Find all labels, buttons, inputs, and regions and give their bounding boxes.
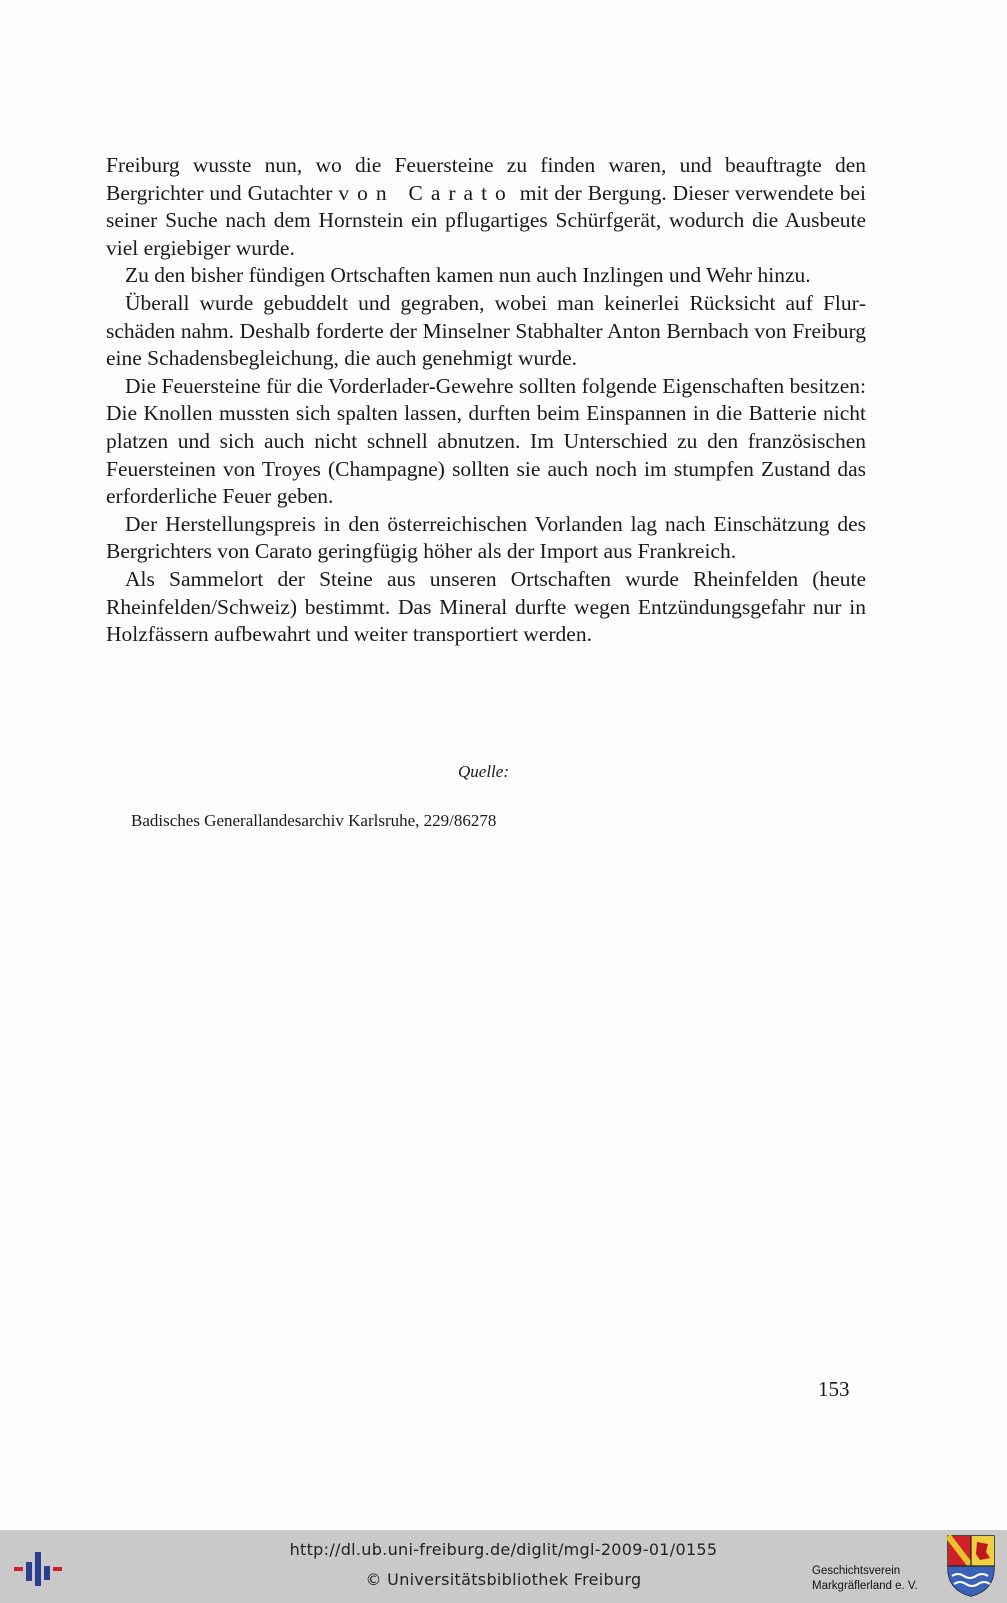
document-url-link[interactable]: http://dl.ub.uni-freiburg.de/diglit/mgl-2009-01/0155 <box>289 1540 718 1559</box>
source-heading: Quelle: <box>458 762 509 781</box>
paragraph-1-text-after: mit der Bergung. Dieser verwendete bei seiner Suche nach dem Hornstein ein pflugartiges Schürfgerät, wodurch die Ausbeute viel ergiebiger wurde. <box>106 180 866 260</box>
body-text <box>106 152 866 649</box>
society-name <box>812 1564 918 1594</box>
paragraph-2: Zu den bisher fündigen Ortschaften kamen nun auch Inzlingen und Wehr hinzu. <box>125 263 811 288</box>
coat-of-arms-icon <box>946 1534 996 1598</box>
paragraph-3: Überall wurde gebuddelt und gegraben, wobei man keinerlei Rücksicht auf Flurschäden nahm. Deshalb forderte der Minselner Stabhalter Anton Bernbach von Freiburg eine Schadensbegleichung, die auch genehmigt wurde. <box>106 290 866 371</box>
footer-bar <box>0 1530 1007 1603</box>
society-line-1: Geschichtsverein <box>812 1565 901 1577</box>
paragraph-5: Der Herstellungspreis in den österreichischen Vorlanden lag nach Einschätzung des Bergrichters von Carato geringfügig höher als der Import aus Frankreich. <box>106 511 866 564</box>
paragraph-4: Die Feuersteine für die Vorderlader-Gewehre sollten folgende Eigenschaften besitzen: Die Knollen mussten sich spalten lassen, durften beim Einspannen in die Batterie nicht platzen und sich auch nicht schnell abnutzen. Im Unterschied zu den französischen Feuersteinen von Troyes (Champagne) sollten sie auch noch im stumpfen Zustand das erforderliche Feuer geben. <box>106 373 866 509</box>
source-reference: Badisches Generallandesarchiv Karlsruhe, 229/86278 <box>131 811 497 830</box>
paragraph-6: Als Sammelort der Steine aus unseren Ortschaften wurde Rheinfelden (heute Rheinfelden/Schweiz) bestimmt. Das Mineral durfte wegen Entzündungsgefahr nur in Holzfässern aufbewahrt und weiter transportiert werden. <box>106 566 866 647</box>
copyright-text: © Universitätsbibliothek Freiburg <box>365 1570 642 1589</box>
spaced-name: von Carato <box>338 180 514 205</box>
paragraph-1-text-before: Freiburg wusste nun, wo die Feuersteine zu finden waren, und beauftragte den Bergrichter und Gutachter <box>106 153 866 205</box>
society-line-2: Markgräflerland e. V. <box>812 1580 918 1592</box>
page-number: 153 <box>818 1377 850 1401</box>
paragraph-1 <box>106 152 866 262</box>
